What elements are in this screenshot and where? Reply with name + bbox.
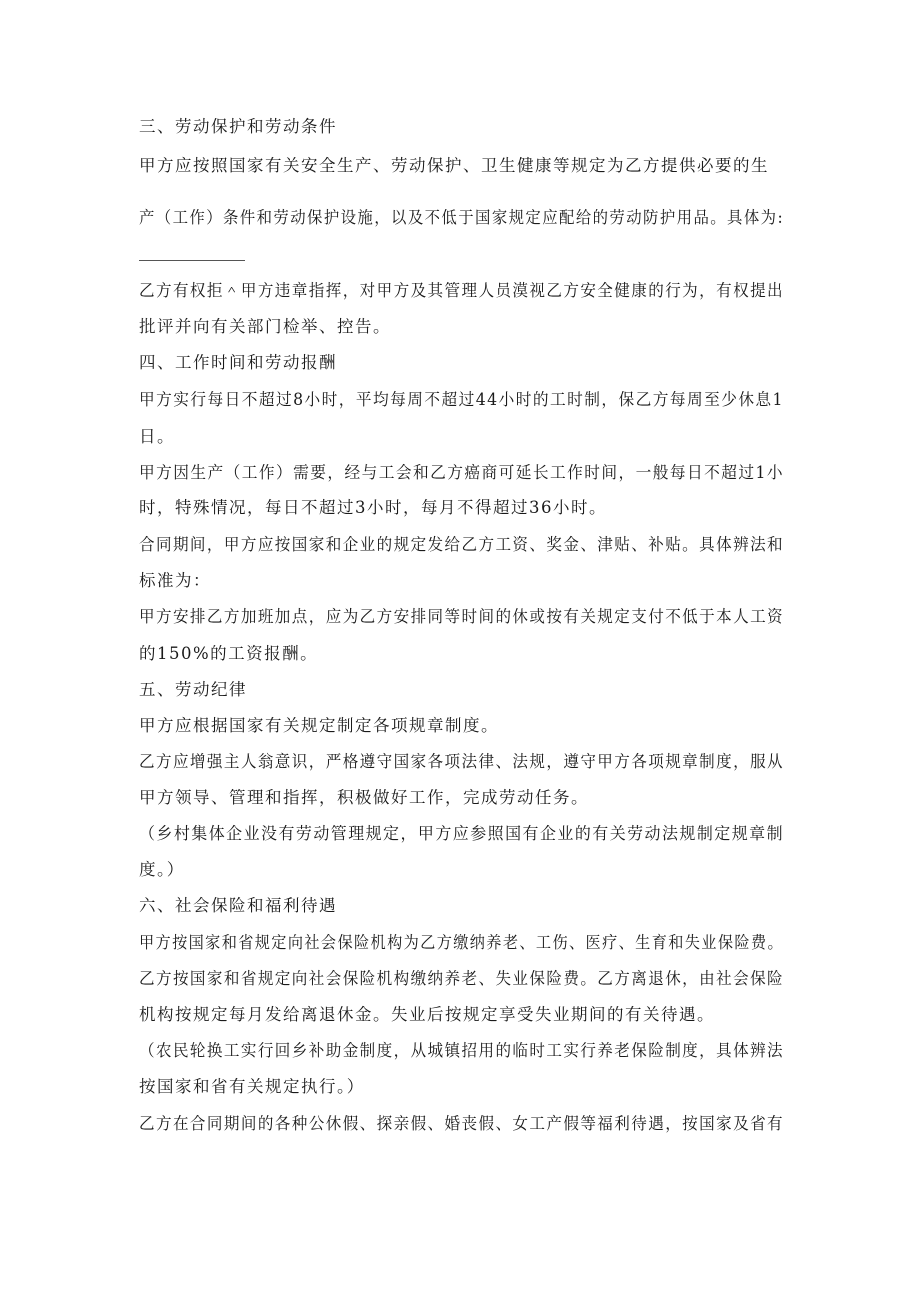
paragraph-line: 甲方安排乙方加班加点，应为乙方安排同等时间的休或按有关规定支付不低于本人工资: [139, 607, 785, 626]
paragraph-line: 机构按规定每月发给离退休金。失业后按规定享受失业期间的有关待遇。: [139, 1005, 715, 1024]
paragraph-line: 甲方应按照国家有关安全生产、劳动保护、卫生健康等规定为乙方提供必要的生: [139, 156, 769, 175]
paragraph-line: 乙方应增强主人翁意识，严格遵守国家各项法律、法规，遵守甲方各项规章制度，服从: [139, 752, 785, 771]
paragraph-line: 乙方按国家和省规定向社会保险机构缴纳养老、失业保险费。乙方离退休，由社会保险: [139, 969, 785, 988]
section-heading-labor-protection: 三、劳动保护和劳动条件: [139, 117, 337, 136]
fill-in-blank-line: [139, 260, 245, 261]
paragraph-line: 的150%的工资报酬。: [139, 644, 319, 663]
paragraph-line: （乡村集体企业没有劳动管理规定，甲方应参照国有企业的有关劳动法规制定规章制: [139, 824, 785, 843]
paragraph-line: 按国家和省有关规定执行。）: [139, 1077, 365, 1096]
paragraph-line: 标准为：: [139, 571, 211, 590]
paragraph-line: 批评并向有关部门检举、控告。: [139, 317, 391, 336]
section-heading-working-hours: 四、工作时间和劳动报酬: [139, 353, 337, 372]
section-heading-social-insurance: 六、社会保险和福利待遇: [139, 896, 337, 915]
paragraph-line: 合同期间，甲方应按国家和企业的规定发给乙方工资、奖金、津贴、补贴。具体辨法和: [139, 535, 785, 554]
paragraph-line: 乙方在合同期间的各种公休假、探亲假、婚丧假、女工产假等福利待遇，按国家及省有: [139, 1114, 785, 1133]
paragraph-line: 甲方领导、管理和指挥，积极做好工作，完成劳动任务。: [139, 788, 589, 807]
paragraph-line: 日。: [139, 427, 175, 446]
paragraph-line: （农民轮换工实行回乡补助金制度，从城镇招用的临时工实行养老保险制度，具体辨法: [139, 1041, 785, 1060]
paragraph-line: 时，特殊情况，每日不超过3小时，每月不得超过36小时。: [139, 498, 607, 517]
paragraph-line: 甲方按国家和省规定向社会保险机构为乙方缴纳养老、工伤、医疗、生育和失业保险费。: [139, 933, 784, 952]
paragraph-line: 乙方有权拒＾甲方违章指挥，对甲方及其管理人员漠视乙方安全健康的行为，有权提出: [139, 281, 785, 300]
paragraph-line: 甲方实行每日不超过8小时，平均每周不超过44小时的工时制，保乙方每周至少休息1: [139, 390, 784, 409]
paragraph-line: 甲方应根据国家有关规定制定各项规章制度。: [139, 716, 499, 735]
section-heading-labor-discipline: 五、劳动纪律: [139, 680, 247, 699]
paragraph-line: 甲方因生产（工作）需要，经与工会和乙方癌商可延长工作时间，一般每日不超过1小: [139, 463, 784, 482]
paragraph-line: 度。）: [139, 860, 185, 879]
paragraph-line: 产（工作）条件和劳动保护设施，以及不低于国家规定应配给的劳动防护用品。具体为:: [139, 208, 785, 227]
